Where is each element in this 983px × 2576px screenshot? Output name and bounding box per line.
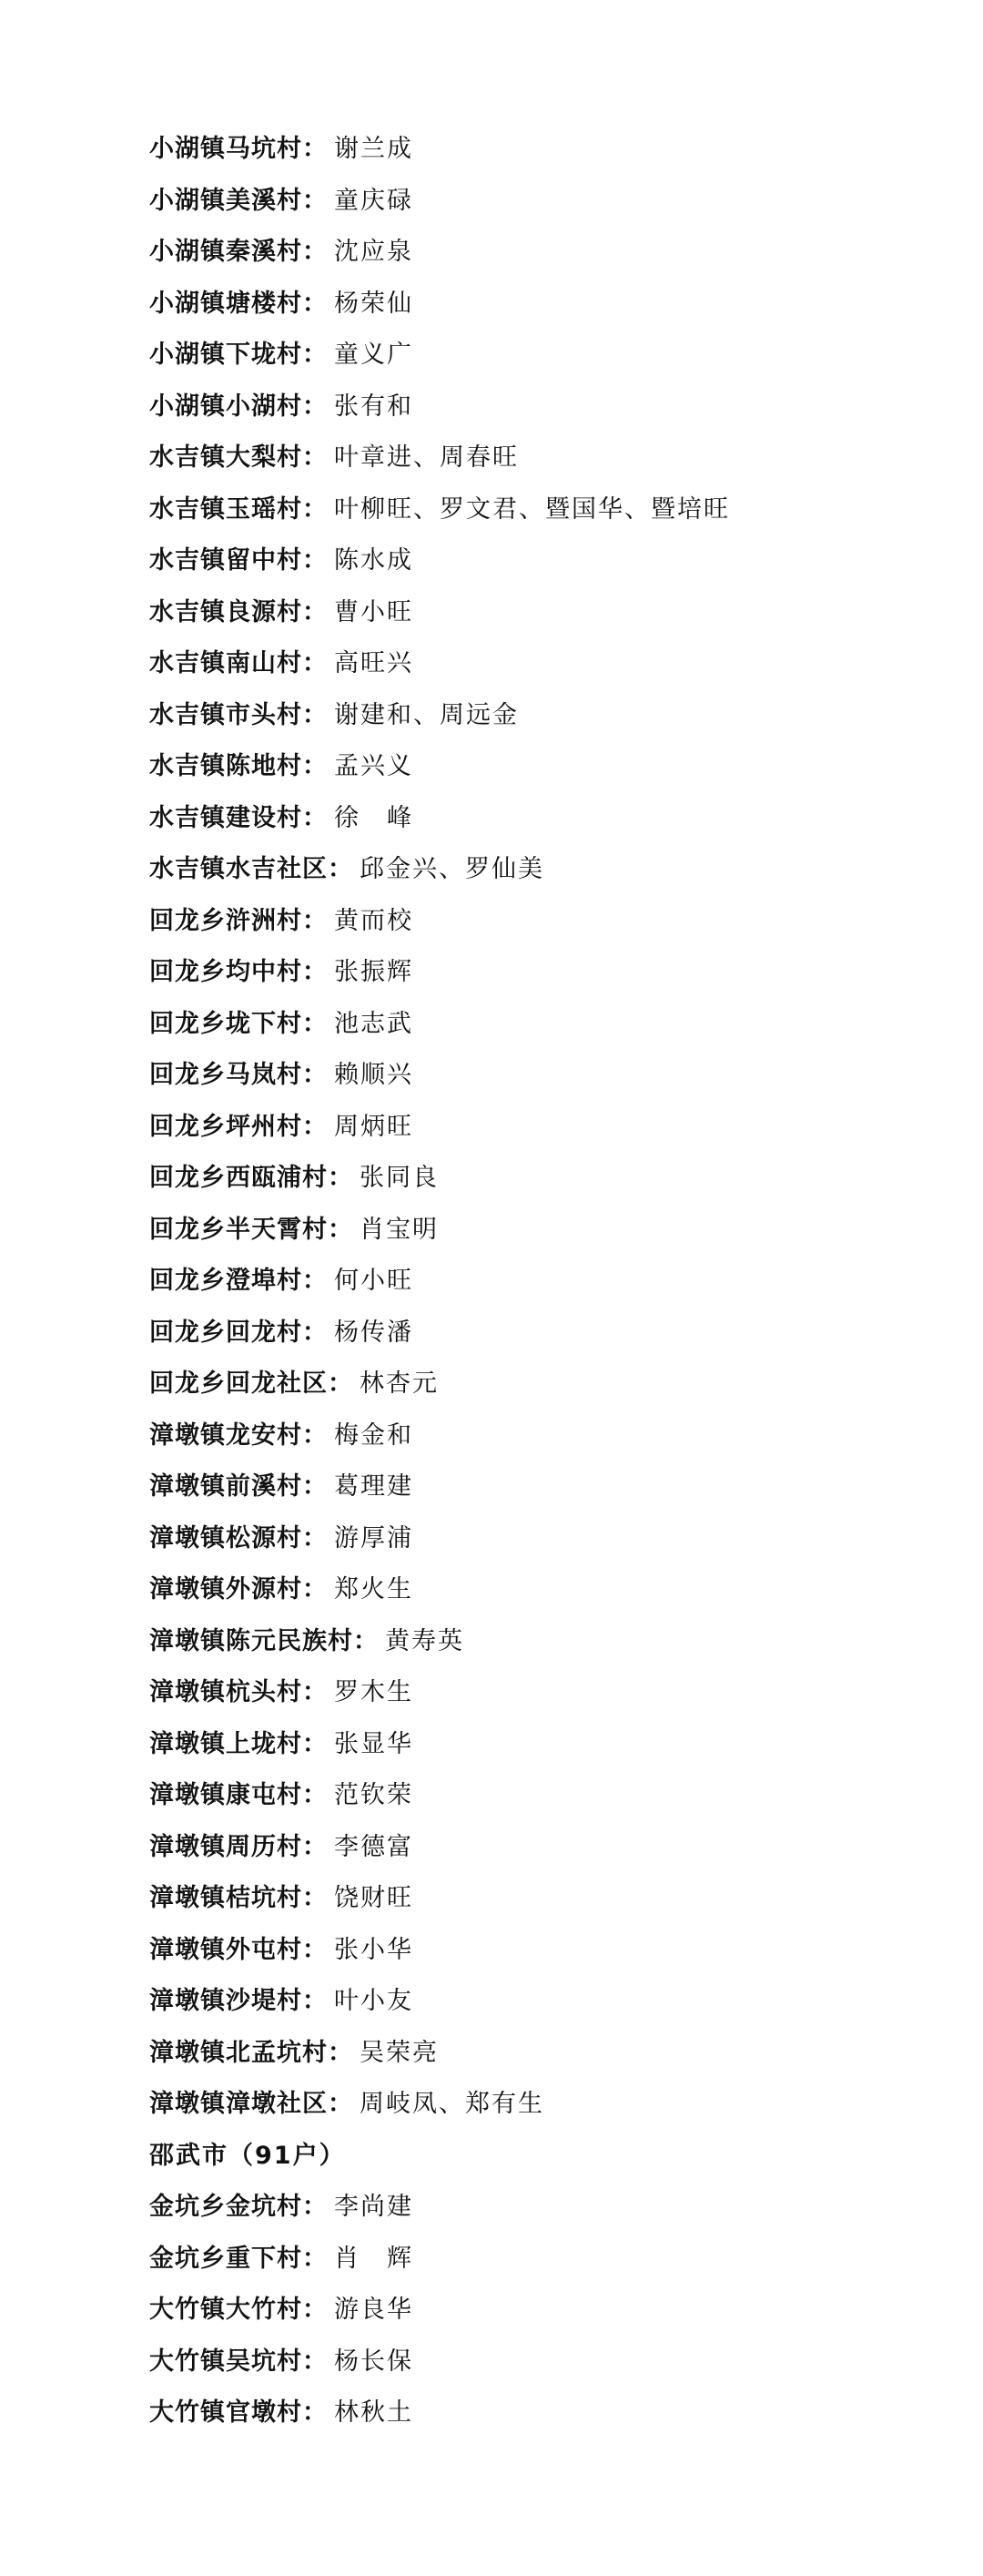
household-names: 谢建和、周远金 <box>334 700 519 729</box>
list-item <box>149 1976 730 2028</box>
separator: ： <box>302 2296 327 2324</box>
household-names: 林秋土 <box>334 2398 413 2427</box>
village-name: 金坑乡金坑村 <box>149 2193 302 2221</box>
village-name: 漳墩镇前溪村 <box>149 1472 302 1501</box>
list-item <box>149 1564 730 1616</box>
household-names: 周岐凤、郑有生 <box>360 2090 544 2118</box>
list-item <box>149 1925 730 1977</box>
village-name: 水吉镇市头村 <box>149 700 302 729</box>
household-names: 梅金和 <box>334 1420 413 1450</box>
separator: ： <box>302 1523 327 1553</box>
household-names: 赖顺兴 <box>334 1061 413 1089</box>
household-names: 杨长保 <box>334 2347 413 2376</box>
section-heading <box>149 2131 730 2183</box>
list-item <box>149 2285 730 2337</box>
village-name: 回龙乡马岚村 <box>149 1061 302 1089</box>
household-names: 吴荣亮 <box>360 2038 439 2067</box>
list-item <box>149 896 730 948</box>
household-names: 李尚建 <box>334 2193 413 2221</box>
village-name: 漳墩镇外源村 <box>149 1575 302 1604</box>
village-name: 小湖镇美溪村 <box>149 186 302 215</box>
separator: ： <box>302 1832 327 1861</box>
separator: ： <box>302 494 327 524</box>
household-names: 黄寿英 <box>385 1626 464 1655</box>
separator: ： <box>328 1164 352 1192</box>
household-names: 游厚浦 <box>334 1523 413 1553</box>
list-item <box>149 484 730 536</box>
separator: ： <box>353 1626 378 1655</box>
household-names: 葛理建 <box>334 1472 413 1501</box>
village-name: 回龙乡回龙社区 <box>149 1369 328 1398</box>
list-item <box>149 1513 730 1565</box>
list-item <box>149 227 730 279</box>
village-name: 回龙乡坪州村 <box>149 1112 302 1141</box>
separator: ： <box>302 1112 327 1141</box>
household-names: 陈水成 <box>334 546 413 575</box>
household-names: 肖宝明 <box>360 1215 439 1244</box>
list-item <box>149 1256 730 1308</box>
separator: ： <box>302 289 327 318</box>
separator: ： <box>302 1318 327 1347</box>
separator: ： <box>302 1987 327 2015</box>
separator: ： <box>302 2244 327 2273</box>
list-item <box>149 1308 730 1359</box>
separator: ： <box>302 752 327 780</box>
village-name: 回龙乡垅下村 <box>149 1009 302 1038</box>
village-name: 小湖镇小湖村 <box>149 392 302 421</box>
separator: ： <box>302 958 327 986</box>
village-name: 大竹镇吴坑村 <box>149 2347 302 2376</box>
village-name: 水吉镇南山村 <box>149 649 302 677</box>
household-names: 张显华 <box>334 1729 413 1758</box>
household-names: 肖 辉 <box>334 2244 413 2273</box>
village-name: 漳墩镇沙堤村 <box>149 1987 302 2015</box>
list-item <box>149 1461 730 1513</box>
list-item <box>149 999 730 1051</box>
separator: ： <box>302 649 327 677</box>
section-heading-text: 邵武市（91户） <box>149 2141 346 2170</box>
separator: ： <box>328 2038 352 2067</box>
household-names: 饶财旺 <box>334 1884 413 1912</box>
village-name: 漳墩镇桔坑村 <box>149 1884 302 1912</box>
village-name: 大竹镇官墩村 <box>149 2398 302 2427</box>
separator: ： <box>302 546 327 575</box>
village-name: 漳墩镇上垅村 <box>149 1729 302 1758</box>
village-name: 回龙乡澄埠村 <box>149 1267 302 1295</box>
separator: ： <box>302 2193 327 2221</box>
separator: ： <box>302 443 327 472</box>
list-item <box>149 330 730 382</box>
list-item <box>149 2028 730 2080</box>
village-name: 水吉镇留中村 <box>149 546 302 575</box>
household-names: 黄而校 <box>334 906 413 935</box>
list-item <box>149 1102 730 1154</box>
household-names: 童庆碌 <box>334 186 413 215</box>
village-name: 水吉镇玉瑶村 <box>149 494 302 524</box>
household-names: 曹小旺 <box>334 597 413 626</box>
household-names: 郑火生 <box>334 1575 413 1604</box>
list-item <box>149 1719 730 1771</box>
household-names: 邱金兴、罗仙美 <box>360 855 544 883</box>
household-names: 林杏元 <box>360 1369 439 1398</box>
separator: ： <box>302 1884 327 1912</box>
household-names: 叶小友 <box>334 1987 413 2015</box>
village-name: 回龙乡回龙村 <box>149 1318 302 1347</box>
list-item <box>149 2234 730 2286</box>
village-name: 漳墩镇周历村 <box>149 1832 302 1861</box>
village-name: 回龙乡半天霄村 <box>149 1215 328 1244</box>
list-item <box>149 1770 730 1822</box>
separator: ： <box>302 1420 327 1450</box>
list-item <box>149 793 730 845</box>
list-item <box>149 1153 730 1205</box>
separator: ： <box>328 855 352 883</box>
village-name: 水吉镇水吉社区 <box>149 855 328 883</box>
household-names: 杨传潘 <box>334 1318 413 1347</box>
separator: ： <box>302 1061 327 1089</box>
village-name: 水吉镇陈地村 <box>149 752 302 780</box>
separator: ： <box>302 700 327 729</box>
separator: ： <box>302 238 327 266</box>
separator: ： <box>302 906 327 935</box>
household-names: 叶章进、周春旺 <box>334 443 519 472</box>
list-item <box>149 176 730 228</box>
village-name: 大竹镇大竹村 <box>149 2296 302 2324</box>
household-names: 张振辉 <box>334 958 413 986</box>
list-item <box>149 2079 730 2131</box>
household-names: 何小旺 <box>334 1267 413 1295</box>
village-name: 水吉镇良源村 <box>149 597 302 626</box>
separator: ： <box>302 1781 327 1809</box>
list-item <box>149 1873 730 1925</box>
household-list <box>149 124 730 2439</box>
list-item <box>149 535 730 587</box>
household-names: 罗木生 <box>334 1678 413 1706</box>
list-item <box>149 382 730 433</box>
separator: ： <box>328 1215 352 1244</box>
list-item <box>149 2337 730 2388</box>
household-names: 叶柳旺、罗文君、暨国华、暨培旺 <box>334 494 730 524</box>
household-names: 张同良 <box>360 1164 439 1192</box>
separator: ： <box>302 597 327 626</box>
separator: ： <box>302 2347 327 2376</box>
separator: ： <box>302 1472 327 1501</box>
household-names: 池志武 <box>334 1009 413 1038</box>
village-name: 漳墩镇陈元民族村 <box>149 1626 353 1655</box>
separator: ： <box>328 1369 352 1398</box>
village-name: 小湖镇下垅村 <box>149 341 302 369</box>
separator: ： <box>302 1009 327 1038</box>
village-name: 漳墩镇松源村 <box>149 1523 302 1553</box>
village-name: 漳墩镇北孟坑村 <box>149 2038 328 2067</box>
separator: ： <box>302 1678 327 1706</box>
household-names: 李德富 <box>334 1832 413 1861</box>
separator: ： <box>302 1267 327 1295</box>
list-item <box>149 1050 730 1102</box>
list-item <box>149 1205 730 1257</box>
list-item <box>149 844 730 896</box>
separator: ： <box>302 1575 327 1604</box>
list-item <box>149 741 730 793</box>
separator: ： <box>302 2398 327 2427</box>
village-name: 金坑乡重下村 <box>149 2244 302 2273</box>
village-name: 水吉镇建设村 <box>149 803 302 832</box>
village-name: 漳墩镇漳墩社区 <box>149 2090 328 2118</box>
household-names: 孟兴义 <box>334 752 413 780</box>
list-item <box>149 690 730 742</box>
household-names: 周炳旺 <box>334 1112 413 1141</box>
list-item <box>149 2388 730 2439</box>
village-name: 回龙乡浒洲村 <box>149 906 302 935</box>
list-item <box>149 1667 730 1719</box>
household-names: 谢兰成 <box>334 135 413 163</box>
list-item <box>149 433 730 484</box>
list-item <box>149 1410 730 1462</box>
village-name: 漳墩镇外屯村 <box>149 1935 302 1964</box>
household-names: 童义广 <box>334 341 413 369</box>
separator: ： <box>302 803 327 832</box>
separator: ： <box>302 1935 327 1964</box>
village-name: 漳墩镇杭头村 <box>149 1678 302 1706</box>
list-item <box>149 1822 730 1874</box>
village-name: 漳墩镇康屯村 <box>149 1781 302 1809</box>
household-names: 张小华 <box>334 1935 413 1964</box>
separator: ： <box>302 1729 327 1758</box>
list-item <box>149 124 730 176</box>
separator: ： <box>302 392 327 421</box>
household-names: 高旺兴 <box>334 649 413 677</box>
village-name: 漳墩镇龙安村 <box>149 1420 302 1450</box>
village-name: 小湖镇塘楼村 <box>149 289 302 318</box>
list-item <box>149 279 730 331</box>
list-item <box>149 947 730 999</box>
list-item <box>149 587 730 639</box>
village-name: 小湖镇马坑村 <box>149 135 302 163</box>
list-item <box>149 638 730 690</box>
separator: ： <box>302 341 327 369</box>
list-item <box>149 2182 730 2234</box>
village-name: 小湖镇秦溪村 <box>149 238 302 266</box>
separator: ： <box>302 135 327 163</box>
household-names: 杨荣仙 <box>334 289 413 318</box>
village-name: 回龙乡西瓯浦村 <box>149 1164 328 1192</box>
village-name: 回龙乡均中村 <box>149 958 302 986</box>
household-names: 沈应泉 <box>334 238 413 266</box>
list-item <box>149 1359 730 1410</box>
household-names: 范钦荣 <box>334 1781 413 1809</box>
village-name: 水吉镇大梨村 <box>149 443 302 472</box>
separator: ： <box>328 2090 352 2118</box>
household-names: 游良华 <box>334 2296 413 2324</box>
household-names: 徐 峰 <box>334 803 413 832</box>
list-item <box>149 1616 730 1668</box>
household-names: 张有和 <box>334 392 413 421</box>
separator: ： <box>302 186 327 215</box>
